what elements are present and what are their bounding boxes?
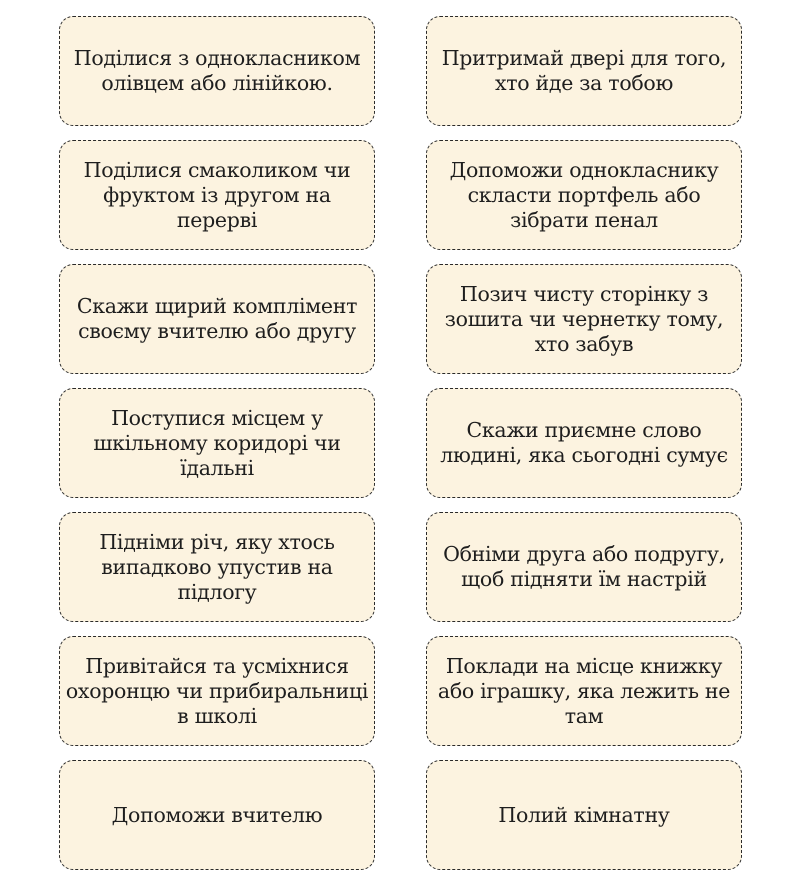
kindness-card: [59, 388, 375, 498]
card-text: Скажи щирий комплімент своєму вчителю або другу: [76, 294, 358, 343]
kindness-card: [426, 636, 742, 746]
kindness-card: [426, 140, 742, 250]
card-text: Допоможи однокласнику скласти портфель або зібрати пенал: [449, 157, 719, 232]
kindness-card: [59, 512, 375, 622]
card-text: Поділися з однокласником олівцем або лінійкою.: [73, 46, 361, 95]
card-text: Скажи приємне слово людині, яка сьогодні сумує: [440, 418, 728, 467]
card-text: Допоможи вчителю: [111, 802, 323, 827]
kindness-card: [59, 16, 375, 126]
card-text: Полий кімнатну: [498, 802, 670, 827]
kindness-card: [426, 16, 742, 126]
card-text: Поділися смаколиком чи фруктом із другом на перерві: [83, 157, 351, 232]
kindness-card: [59, 264, 375, 374]
card-text: Притримай двері для того, хто йде за тобою: [441, 46, 727, 95]
kindness-card: [426, 264, 742, 374]
kindness-card: [59, 760, 375, 870]
kindness-card: [426, 512, 742, 622]
kindness-card: [426, 388, 742, 498]
card-text: Поступися місцем у шкільному коридорі чи їдальні: [93, 405, 341, 480]
card-text: Підніми річ, яку хтось випадково упустив на підлогу: [99, 529, 335, 604]
kindness-card: [59, 636, 375, 746]
kindness-card: [426, 760, 742, 870]
card-text: Обніми друга або подругу, щоб підняти їм настрій: [443, 542, 725, 591]
card-text: Привітайся та усміхнися охоронцю чи прибиральниці в школі: [65, 653, 369, 728]
card-text: Позич чисту сторінку з зошита чи чернетку тому, хто забув: [444, 281, 724, 356]
kindness-card-grid: [59, 16, 742, 870]
kindness-card: [59, 140, 375, 250]
card-text: Поклади на місце книжку або іграшку, яка лежить не там: [437, 653, 731, 728]
